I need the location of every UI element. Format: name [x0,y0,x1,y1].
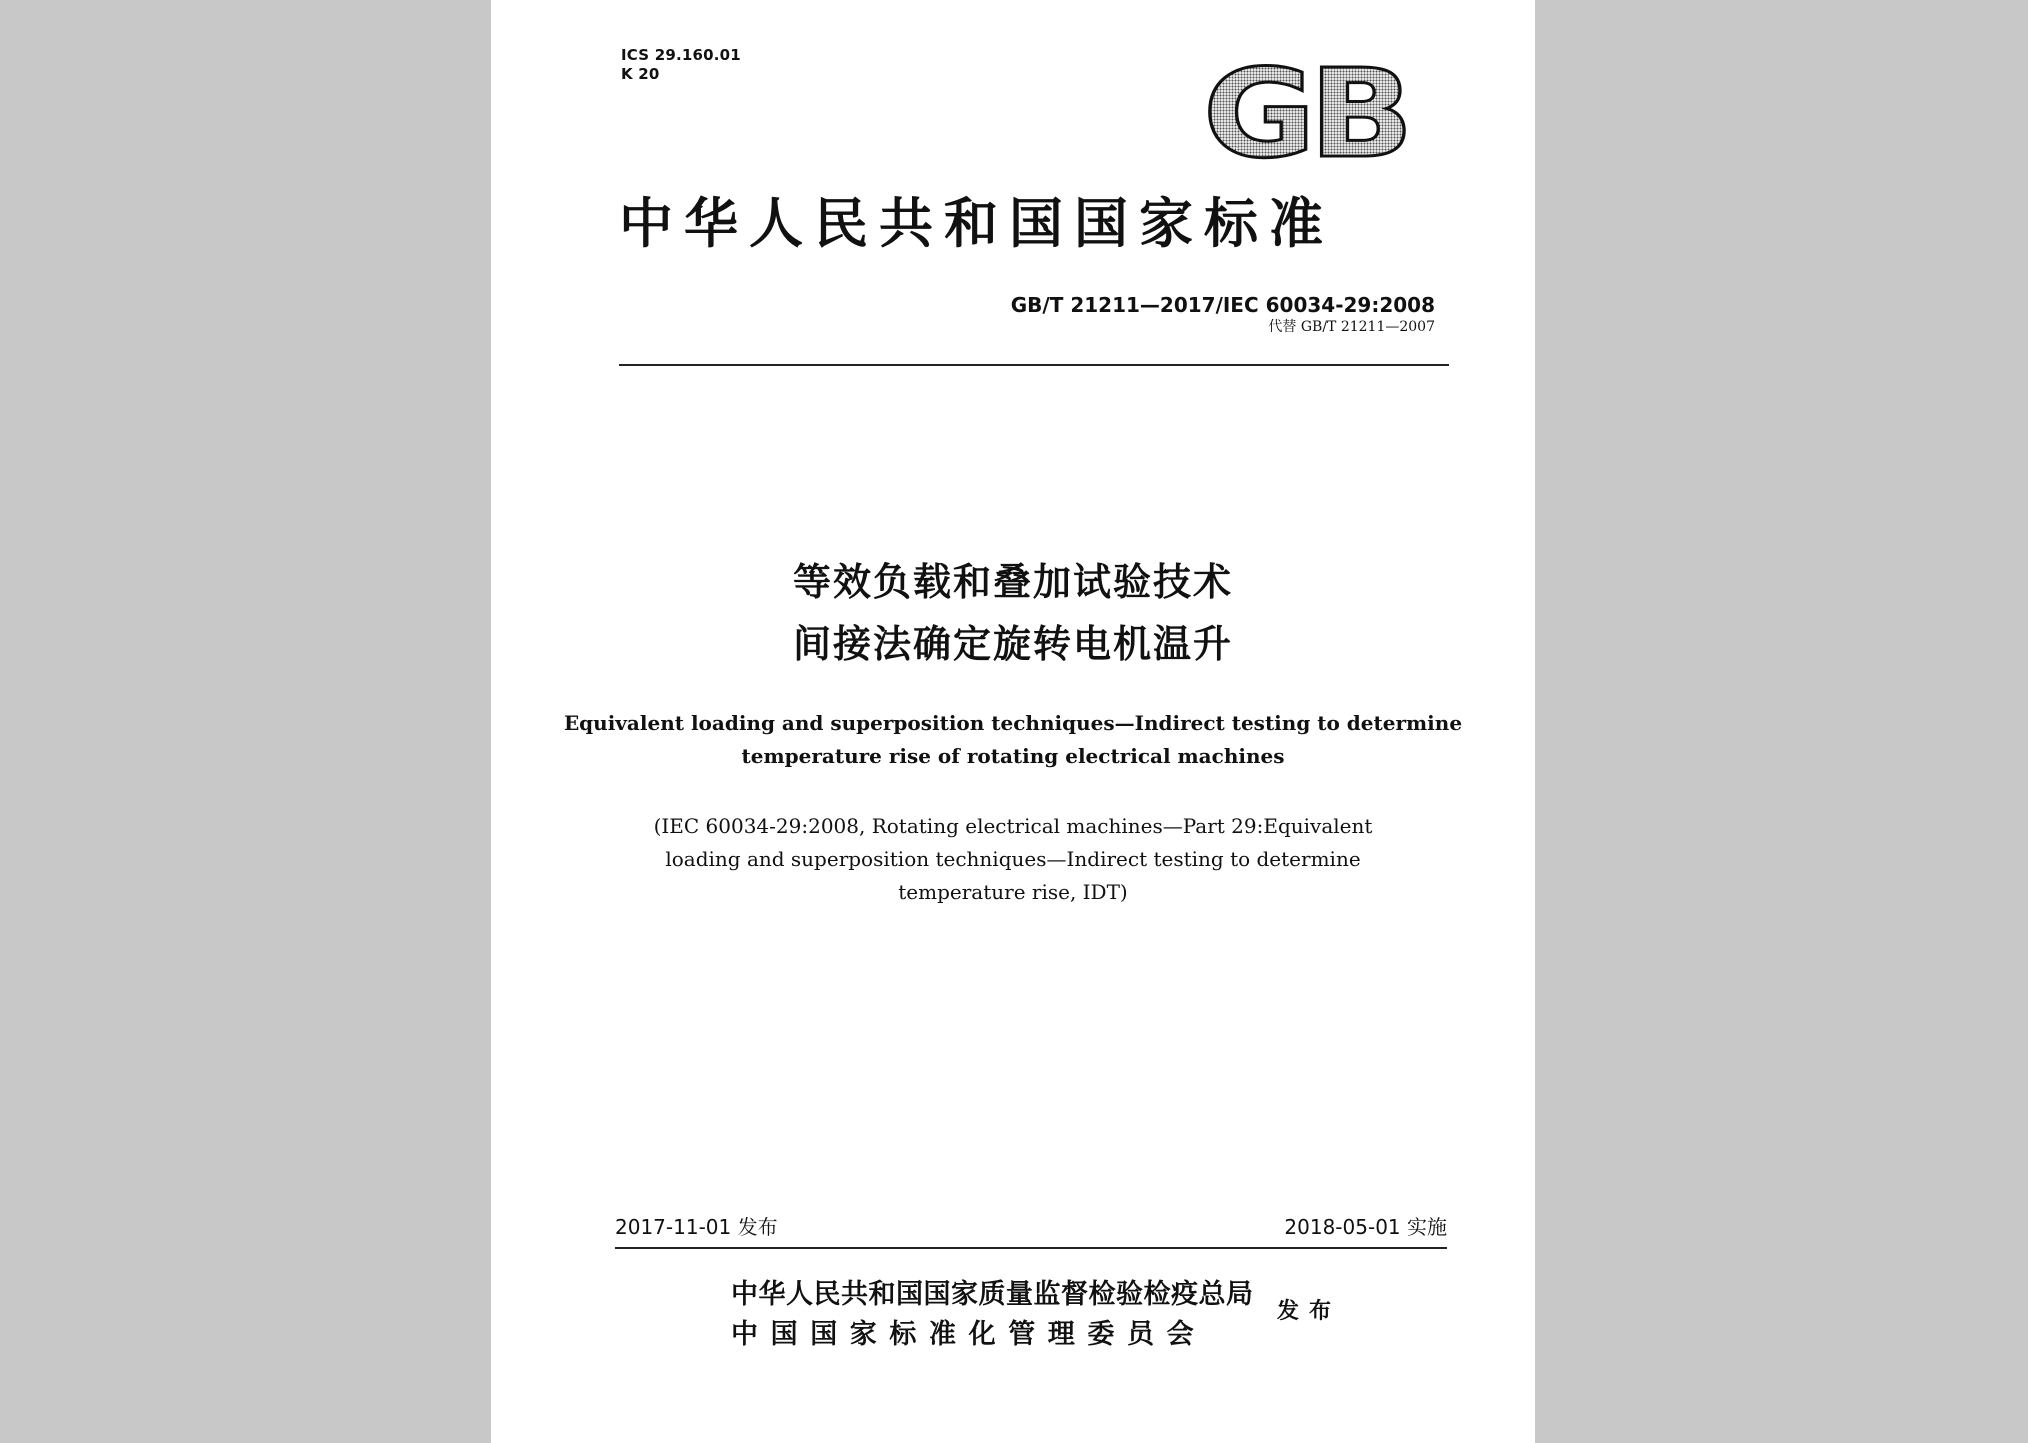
issuer-line1: 中华人民共和国国家质量监督检验检疫总局 [731,1279,1254,1310]
bottom-divider [615,1247,1447,1249]
idt-note-line1: (IEC 60034-29:2008, Rotating electrical machines—Part 29:Equivalent [653,814,1373,838]
title-en-line1: Equivalent loading and superposition techniques—Indirect testing to determine [563,711,1463,735]
issuer-line2: 中国国家标准化管理委员会 [731,1319,1207,1350]
title-en [491,707,1535,773]
document-page [491,0,1535,1443]
ics-code: ICS 29.160.01 [621,46,741,64]
standard-number-block [1011,292,1435,336]
title-en-line2: temperature rise of rotating electrical machines [741,744,1285,768]
replaced-standard: 代替 GB/T 21211—2007 [1268,319,1435,335]
issue-action: 发布 [1277,1299,1342,1324]
classification-codes [621,46,741,84]
idt-note [491,810,1535,909]
idt-note-line3: temperature rise, IDT) [898,880,1128,904]
idt-note-line2: loading and superposition techniques—Indirect testing to determine [665,847,1361,871]
issue-date: 2017-11-01 发布 [615,1215,778,1239]
standard-number: GB/T 21211—2017/IEC 60034-29:2008 [1010,293,1435,317]
title-cn-line2: 间接法确定旋转电机温升 [792,622,1233,666]
standard-type-title: 中华人民共和国国家标准 [619,191,1334,255]
ccs-code: K 20 [621,65,660,83]
top-divider [619,364,1449,366]
gb-logo [1201,58,1411,164]
title-cn-line1: 等效负载和叠加试验技术 [792,560,1233,604]
issuing-bodies [731,1275,1254,1355]
effective-date: 2018-05-01 实施 [1284,1215,1447,1239]
svg-text:GB: GB [1203,58,1407,164]
